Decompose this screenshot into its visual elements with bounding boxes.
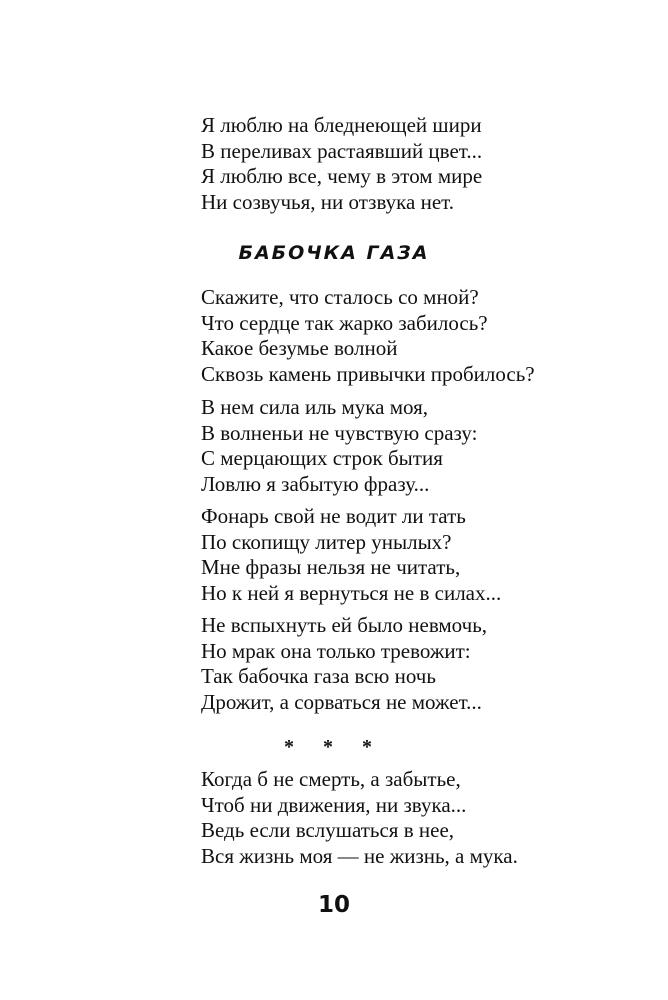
verse-line: Мне фразы нельзя не читать, (201, 555, 461, 579)
verse-line: В переливах растаявший цвет... (201, 138, 483, 163)
verse-line: Что сердце так жарко забилось? (201, 310, 488, 335)
verse-line: Чтоб ни движения, ни звука... (201, 792, 467, 817)
verse-line: Скажите, что сталось со мной? (201, 285, 479, 309)
verse-line: Я люблю все, чему в этом мире (201, 164, 483, 188)
verse-line: Ни созвучья, ни отзвука нет. (201, 189, 455, 214)
verse-line: Но мрак она только тревожит: (201, 638, 471, 663)
verse-line: Сквозь камень привычки пробилось? (201, 361, 535, 386)
verse-line: Так бабочка газа всю ночь (201, 664, 436, 688)
verse-line: Дрожит, а сорваться не может... (201, 689, 482, 714)
section-separator: * * * (284, 736, 384, 758)
stanza (201, 285, 641, 387)
verse-line: Когда б не смерть, а забытье, (201, 767, 461, 791)
verse-line: Вся жизнь моя — не жизнь, а мука. (201, 843, 518, 868)
verse-line: По скопищу литер унылых? (201, 529, 452, 554)
stanza-untitled (201, 767, 641, 869)
verse-line: Ведь если вслушаться в нее, (201, 818, 455, 842)
stanza-intro (201, 113, 641, 215)
poem-title: БАБОЧКА ГАЗА (238, 242, 430, 264)
verse-line: С мерцающих строк бытия (201, 446, 443, 470)
verse-line: Я люблю на бледнеющей шири (201, 113, 482, 137)
verse-line: В волненьи не чувствую сразу: (201, 420, 478, 445)
page-number: 10 (317, 892, 350, 918)
verse-line: Какое безумье волной (201, 336, 398, 360)
verse-line: Но к ней я вернуться не в силах... (201, 580, 502, 605)
stanza (201, 613, 641, 715)
verse-line: Не вспыхнуть ей было невмочь, (201, 613, 488, 637)
stanza (201, 395, 641, 497)
verse-line: В нем сила иль мука моя, (201, 395, 429, 419)
verse-line: Ловлю я забытую фразу... (201, 471, 430, 496)
verse-line: Фонарь свой не водит ли тать (201, 504, 466, 528)
stanza (201, 504, 641, 606)
